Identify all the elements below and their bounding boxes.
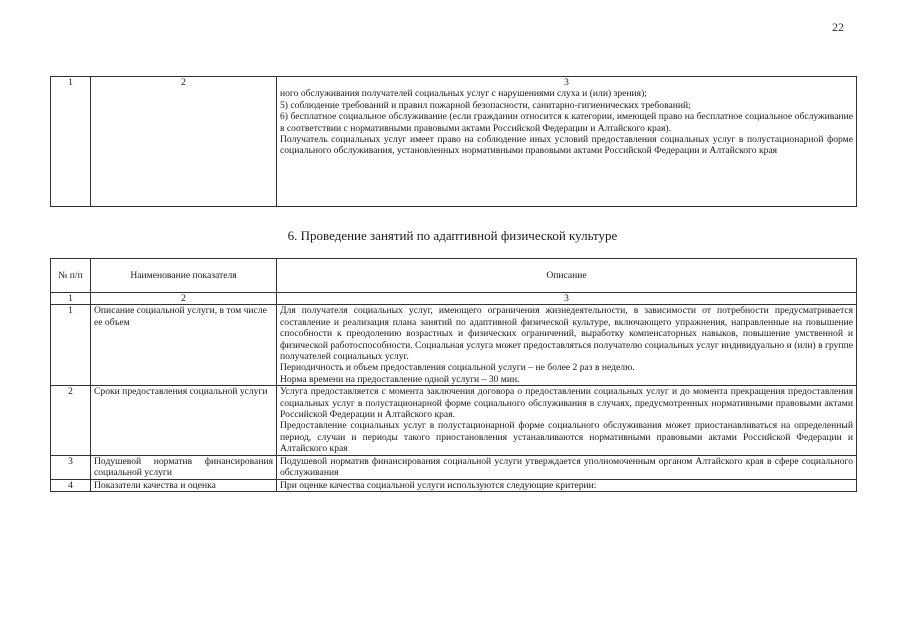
paragraph: 5) соблюдение требований и правил пожарной безопасности, санитарно-гигиенических требований;	[280, 99, 691, 111]
row-number: 3	[51, 455, 91, 479]
section-title: 6. Проведение занятий по адаптивной физической культуре	[287, 228, 618, 243]
column-3-cell	[277, 77, 857, 207]
paragraph: Услуга предоставляется с момента заключения договора о предоставлении социальных услуг и до момента прекращения предоставления социальных услуг в полустационарной форме социального обслуживания в случаях, предусмотренных нормативными правовыми актами Российской Федерации и Алтайского края.	[280, 386, 853, 421]
page-number: 22	[832, 20, 844, 34]
row-name: Сроки предоставления социальной услуги	[91, 386, 277, 455]
row-number: 1	[51, 305, 91, 386]
column-index: 3	[564, 77, 569, 88]
index-cell: 2	[91, 293, 277, 305]
row-description	[277, 305, 857, 386]
paragraph: Подушевой норматив финансирования социальной услуги утверждается уполномоченным органом Алтайского края в сфере социального обслуживания	[280, 455, 853, 479]
paragraph: При оценке качества социальной услуги используются следующие критерии:	[280, 479, 597, 491]
paragraph: ного обслуживания получателей социальных услуг с нарушениями слуха и (или) зрения);	[280, 88, 647, 100]
row-number: 4	[51, 479, 91, 491]
column-index: 1	[68, 77, 73, 88]
row-description	[277, 455, 857, 479]
paragraph: Для получателя социальных услуг, имеющего ограничения жизнедеятельности, в зависимости от потребности предусматривается составление и реализация плана занятий по адаптивной физической культуре, включающего упражнения, направленные на повышение способности к преодолению возрастных и физических ограничений, выработку компенсаторных навыков, повышение умственной и физической работоспособности. Социальная услуга может предоставляться получателю социальных услуг индивидуально и (или) в группе получателей социальных услуг.	[280, 305, 853, 363]
table-row	[51, 455, 857, 479]
index-cell: 1	[51, 293, 91, 305]
paragraph: Норма времени на предоставление одной услуги – 30 мин.	[280, 373, 520, 385]
table-row	[51, 305, 857, 386]
column-2-cell	[91, 77, 277, 207]
table-row	[51, 479, 857, 491]
header-name: Наименование показателя	[91, 259, 277, 293]
table-row	[51, 386, 857, 455]
paragraph: Получатель социальных услуг имеет право на соблюдение иных условий предоставления социальных услуг в полустационарной форме социального обслуживания, установленных нормативными правовыми актами Российской Федерации и Алтайского края	[280, 134, 853, 157]
row-name: Подушевой норматив финансирования социальной услуги	[91, 455, 277, 479]
index-cell: 3	[277, 293, 857, 305]
row-name: Показатели качества и оценка	[91, 479, 277, 491]
header-number: № п/п	[51, 259, 91, 293]
row-name: Описание социальной услуги, в том числе ее объем	[91, 305, 277, 386]
row-description	[277, 479, 857, 491]
service-table	[50, 258, 857, 492]
paragraph: 6) бесплатное социальное обслуживание (если гражданин относится к категории, имеющей право на бесплатное социальное обслуживание в соответствии с нормативными правовыми актами Российской Федерации и Алтайского края).	[280, 111, 853, 134]
column-1-cell	[51, 77, 91, 207]
paragraph: Периодичность и объем предоставления социальной услуги – не более 2 раз в неделю.	[280, 362, 635, 374]
column-index: 2	[181, 77, 186, 88]
continued-table	[50, 76, 857, 207]
row-description	[277, 386, 857, 455]
paragraph: Предоставление социальных услуг в полустационарной форме социального обслуживания может приостанавливаться на определенный период, случаи и периоды такого приостановления устанавливаются нормативными правовыми актами Российской Федерации и Алтайского края	[280, 420, 853, 455]
row-number: 2	[51, 386, 91, 455]
header-description: Описание	[277, 259, 857, 293]
